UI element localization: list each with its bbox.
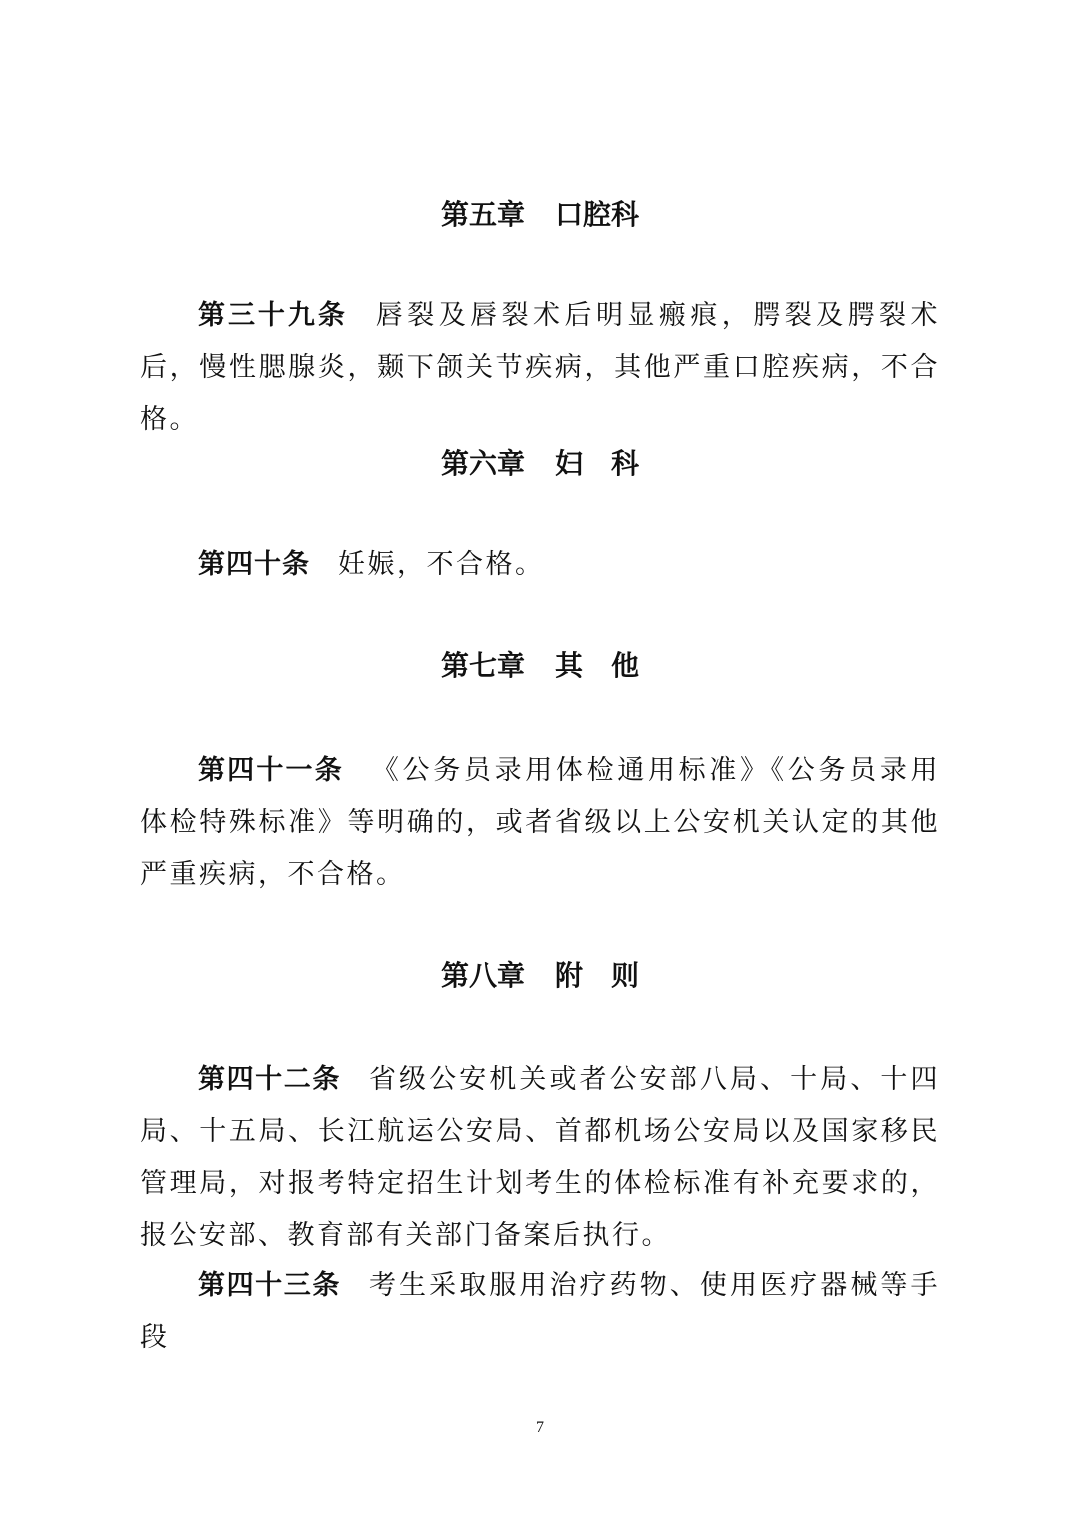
article-text: 唇裂及唇裂术后明显瘢痕，腭裂及腭裂术后，慢性腮腺炎，颞下颌关节疾病，其他严重口腔疾病，不合格。 (140, 300, 941, 435)
article-label: 第四十一条 (198, 755, 344, 786)
chapter-heading (0, 444, 1080, 484)
chapter-number: 第八章 (440, 959, 525, 992)
chapter-number: 第七章 (440, 649, 525, 682)
chapter-heading (0, 956, 1080, 996)
article-paragraph (140, 539, 940, 591)
article-label: 第四十二条 (198, 1064, 341, 1095)
article-paragraph (140, 1054, 940, 1262)
chapter-title: 其 他 (555, 649, 640, 682)
article-label: 第四十条 (198, 549, 310, 580)
article-paragraph (140, 1260, 940, 1364)
article-label: 第三十九条 (198, 300, 348, 331)
chapter-title: 妇 科 (555, 447, 640, 480)
article-text: 考生采取服用治疗药物、使用医疗器械等手段 (140, 1270, 941, 1353)
article-paragraph (140, 290, 940, 446)
article-text: 省级公安机关或者公安部八局、十局、十四局、十五局、长江航运公安局、首都机场公安局以及国家移民管理局，对报考特定招生计划考生的体检标准有补充要求的，报公安部、教育部有关部门备案后执行。 (140, 1064, 941, 1251)
chapter-title: 附 则 (555, 959, 640, 992)
article-text: 《公务员录用体检通用标准》《公务员录用体检特殊标准》等明确的，或者省级以上公安机关认定的其他严重疾病，不合格。 (140, 755, 941, 890)
chapter-number: 第六章 (440, 447, 525, 480)
article-text: 妊娠，不合格。 (338, 549, 545, 580)
chapter-heading (0, 646, 1080, 686)
chapter-title: 口腔科 (555, 198, 640, 231)
page-number: 7 (536, 1419, 544, 1436)
article-label: 第四十三条 (198, 1270, 341, 1301)
article-paragraph (140, 745, 940, 901)
chapter-number: 第五章 (440, 198, 525, 231)
chapter-heading (0, 195, 1080, 235)
